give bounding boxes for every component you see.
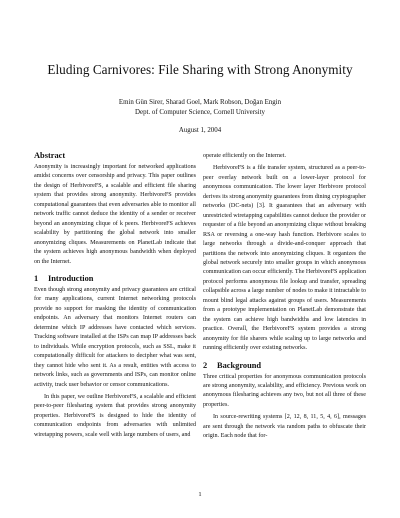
paper-date: August 1, 2004 (178, 127, 222, 134)
author-names: Emin Gün Sirer, Sharad Goel, Mark Robson, Doğan Engin (118, 99, 282, 106)
left-column (34, 150, 196, 440)
intro-continuation: operate efficiently on the Internet. (203, 153, 286, 159)
abstract-heading: Abstract (34, 151, 66, 160)
intro-paragraph-1: Even though strong anonymity and privacy guarantees are critical for many applications, current Internet networking protocols provide no support for masking the identity of communication endpoints. An adversary that monitors Internet routers can determine which IP addresses have contacted which services. Tracking software installed at the ISPs can map IP addresses back to individuals. While encryption protocols, such as SSL, make it computationally difficult for attackers to decipher what was sent, they cannot hide who sent it. As a result, entities with access to network links, such as governments and ISPs, can monitor online activity, track user behavior or censor communications. (34, 286, 196, 388)
abstract-text: Anonymity is increasingly important for networked applications amidst concerns over censorship and privacy. This paper outlines the design of HerbivoreFS, a scalable and efficient file sharing system that provides strong anonymity. HerbivoreFS provides computational guarantees that even adversaries able to monitor all network traffic cannot deduce the identity of a sender or receiver beyond an anonymizing clique of k peers. HerbivoreFS achieves scalability by partitioning the global network into smaller anonymizing cliques. Measurements on PlanetLab indicate that the system achieves high anonymous bandwidth when deployed on the Internet. (34, 164, 196, 265)
section-title: Background (217, 360, 262, 370)
background-paragraph-1: Three critical properties for anonymous communication protocols are strong anonymity, scalability, and efficiency. Previous work on anonymous filesharing achieves any two, but not all three of these properties. (203, 373, 366, 408)
page-number: 1 (198, 491, 202, 498)
paper-title: Eluding Carnivores: File Sharing with Strong Anonymity (47, 62, 353, 77)
section-title: Introduction (48, 273, 94, 283)
affiliation: Dept. of Computer Science, Cornell University (135, 109, 265, 116)
right-column (203, 152, 366, 442)
intro-paragraph-3: HerbivoreFS is a file transfer system, structured as a peer-to-peer overlay network built on a lower-layer protocol for anonymous communication. The lower layer Herbivore protocol derives its strong anonymity guarantees from dining cryptographer networks (DC-nets) [3]. It guarantees that an adversary with unrestricted wiretapping capabilities cannot deduce the provider or requester of a file beyond an anonymizing clique without breaking RSA or reversing a one-way hash function. Herbivore scales to large networks through a divide-and-conquer approach that partitions the network into anonymizing cliques. It organizes the global network securely into smaller groups in which anonymous communication can occur efficiently. The HerbivoreFS application protocol performs anonymous file lookup and transfer, spreading collapsible across a large number of nodes to make it intractable to mount blind legal attacks against groups of users. Measurements from a prototype implementation on PlanetLab demonstrate that the system can achieve high bandwidths and low latencies in practice. Overall, the HerbivoreFS system provides a strong anonymity for file sharers while scaling up to large networks and running efficiently over existing networks. (203, 165, 367, 352)
background-paragraph-2: In source-rewriting systems [2, 12, 8, 11, 5, 4, 6], messages are sent through the network via random paths to obfuscate their origin. Each node that for- (203, 414, 366, 440)
section-number: 1 (34, 273, 39, 283)
section-number: 2 (203, 360, 208, 370)
intro-paragraph-2: In this paper, we outline HerbivoreFS, a scalable and efficient peer-to-peer filesharing system that provides strong anonymity properties. HerbivoreFS is designed to hide the identity of communication endpoints from adversaries with unlimited wiretapping powers, scale well with large numbers of users, and (34, 393, 196, 438)
introduction-heading (34, 273, 196, 284)
background-heading (203, 360, 366, 371)
author-block (0, 98, 400, 118)
